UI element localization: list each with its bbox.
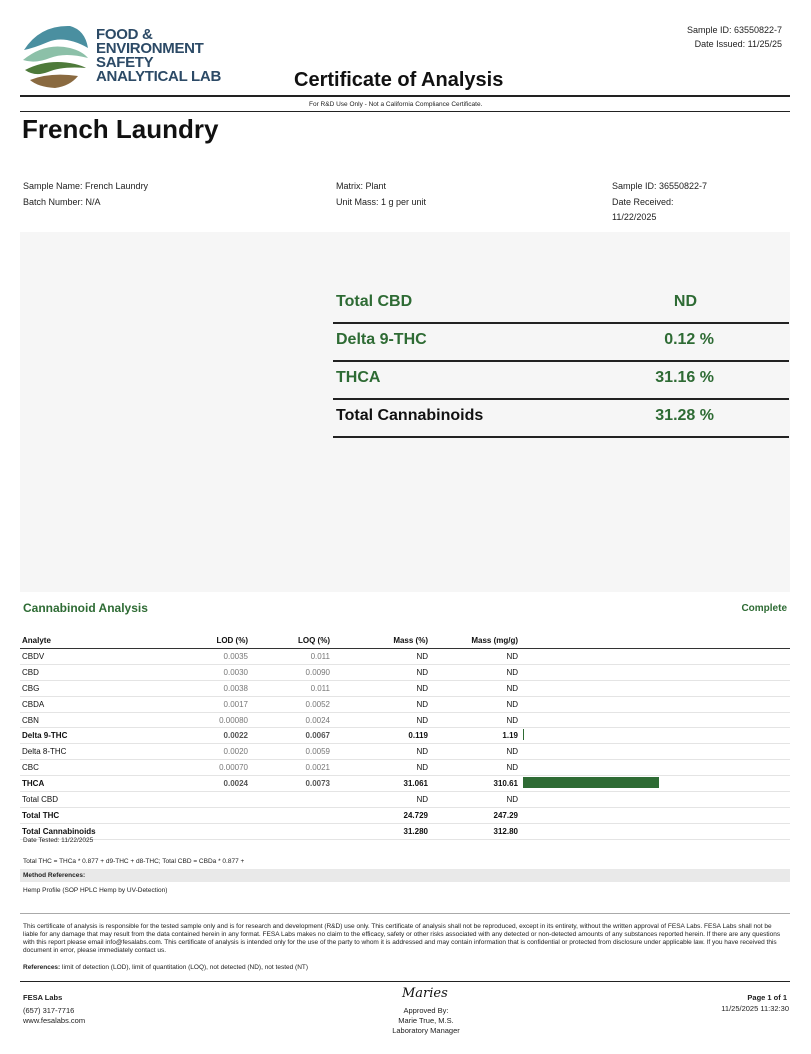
loq-cell <box>250 792 332 808</box>
table-row <box>20 744 790 760</box>
table-row <box>20 760 790 776</box>
lod-cell <box>170 792 250 808</box>
loq-cell: 0.0021 <box>250 760 332 776</box>
table-header <box>20 633 790 649</box>
loq-cell: 0.011 <box>250 680 332 696</box>
analyte-cell: CBD <box>20 664 170 680</box>
lod-cell: 0.0038 <box>170 680 250 696</box>
mass-pct-cell: ND <box>332 760 430 776</box>
approval-block <box>376 1006 476 1036</box>
references-text: limit of detection (LOD), limit of quantitation (LOQ), not detected (ND), not tested (NT) <box>62 964 309 971</box>
analyte-cell: Total CBD <box>20 792 170 808</box>
mass-pct-cell: ND <box>332 712 430 728</box>
summary-label: Delta 9-THC <box>336 331 427 348</box>
analyte-cell: Total Cannabinoids <box>20 823 170 839</box>
table-row <box>20 649 790 665</box>
analysis-status: Complete <box>741 603 787 614</box>
analyte-cell: CBDV <box>20 649 170 665</box>
table-row <box>20 712 790 728</box>
mass-mg-cell: ND <box>430 696 520 712</box>
summary-value: ND <box>673 293 697 310</box>
column-header: Mass (%) <box>332 633 430 649</box>
cannabinoid-table <box>20 633 790 840</box>
mass-mg-cell: 312.80 <box>430 823 520 839</box>
legal-text: This certificate of analysis is responsible for the tested sample only and is for research and development (R&D) use only. This certificate of analysis shall not be reproduced, except in its entirety, without the written approval of FESA Labs. FESA Labs shall not be liable for any damage that may result from the data contained herein in any format. FESA Labs makes no claim to the efficacy, safety or other risks associated with any detected or non-detected amounts of any substances reported herein. If there are any questions with this report please email info@fesalabs.com. This certificate of analysis is intended only for the use of the party to whom it is addressed and may contain information that is confidential or protected from disclosure under applicable law. If you have received this document in error, please immediately contact us. <box>23 923 781 954</box>
loq-cell: 0.0024 <box>250 712 332 728</box>
lod-cell: 0.0030 <box>170 664 250 680</box>
summary-label: Total CBD <box>336 293 413 310</box>
matrix: Matrix: Plant <box>336 181 387 191</box>
analyte-cell: Delta 9-THC <box>20 728 170 744</box>
loq-cell: 0.0059 <box>250 744 332 760</box>
loq-cell: 0.0073 <box>250 776 332 792</box>
formula: Total THC = THCa * 0.877 + d9-THC + d8-THC; Total CBD = CBDa * 0.877 + <box>23 858 245 865</box>
analyte-cell: THCA <box>20 776 170 792</box>
page-number: Page 1 of 1 <box>747 993 787 1002</box>
column-header: LOD (%) <box>170 633 250 649</box>
date-tested: Date Tested: 11/22/2025 <box>23 837 94 844</box>
lod-cell: 0.0020 <box>170 744 250 760</box>
mass-pct-cell: 31.061 <box>332 776 430 792</box>
summary-row <box>333 322 789 362</box>
loq-cell: 0.011 <box>250 649 332 665</box>
mass-mg-cell: ND <box>430 680 520 696</box>
references-label: References: <box>23 964 61 971</box>
summary-value: 31.28 % <box>655 407 714 424</box>
method-heading-band <box>20 869 790 882</box>
mass-mg-cell: ND <box>430 760 520 776</box>
summary-value: 0.12 % <box>664 331 714 348</box>
analyte-cell: CBC <box>20 760 170 776</box>
analyte-cell: CBDA <box>20 696 170 712</box>
mass-pct-cell: ND <box>332 792 430 808</box>
mass-pct-cell: ND <box>332 649 430 665</box>
mass-pct-cell: ND <box>332 680 430 696</box>
lod-cell: 0.0022 <box>170 728 250 744</box>
references <box>23 964 308 971</box>
approved-by-label: Approved By: <box>403 1006 449 1015</box>
column-header: Analyte <box>20 633 170 649</box>
mass-pct-cell: ND <box>332 744 430 760</box>
mass-pct-cell: ND <box>332 696 430 712</box>
analyte-cell: CBG <box>20 680 170 696</box>
analyte-cell: CBN <box>20 712 170 728</box>
document-title: Certificate of Analysis <box>294 69 504 91</box>
lod-cell: 0.00070 <box>170 760 250 776</box>
table-row <box>20 823 790 839</box>
table-row <box>20 680 790 696</box>
date-received: 11/22/2025 <box>612 212 657 222</box>
approver-title: Laboratory Manager <box>392 1026 460 1035</box>
lab-name: FOOD & ENVIRONMENT SAFETY ANALYTICAL LAB <box>96 26 221 85</box>
mass-mg-cell: 310.61 <box>430 776 520 792</box>
mass-pct-cell: 31.280 <box>332 823 430 839</box>
footer-timestamp: 11/25/2025 11:32:30 <box>721 1004 789 1013</box>
column-header: LOQ (%) <box>250 633 332 649</box>
summary-row <box>333 360 789 400</box>
loq-cell: 0.0052 <box>250 696 332 712</box>
mass-bar <box>523 777 659 788</box>
analyte-cell: Delta 8-THC <box>20 744 170 760</box>
mass-mg-cell: 247.29 <box>430 807 520 823</box>
mass-mg-cell: ND <box>430 744 520 760</box>
mass-mg-cell: ND <box>430 792 520 808</box>
mass-mg-cell: ND <box>430 712 520 728</box>
analyte-cell: Total THC <box>20 807 170 823</box>
header-sample-id: Sample ID: 63550822-7 <box>686 25 782 35</box>
summary-row <box>333 284 789 324</box>
loq-cell: 0.0090 <box>250 664 332 680</box>
signature: Maries <box>402 986 448 1001</box>
analysis-heading: Cannabinoid Analysis <box>23 601 148 615</box>
summary-row <box>333 398 789 438</box>
product-sample-id: Sample ID: 36550822-7 <box>612 181 708 191</box>
lod-cell: 0.0035 <box>170 649 250 665</box>
approver-name: Marie True, M.S. <box>398 1016 454 1025</box>
mass-mg-cell: ND <box>430 664 520 680</box>
lod-cell: 0.00080 <box>170 712 250 728</box>
product-name: French Laundry <box>22 114 219 144</box>
footer-phone: (657) 317-7716 <box>23 1006 75 1015</box>
lab-logo <box>20 20 90 90</box>
date-received-label: Date Received: <box>612 197 674 207</box>
lod-cell <box>170 807 250 823</box>
table-row <box>20 664 790 680</box>
header-date-issued: Date Issued: 11/25/25 <box>694 39 782 49</box>
summary-label: THCA <box>336 369 381 386</box>
lod-cell: 0.0024 <box>170 776 250 792</box>
method-heading: Method References: <box>23 872 86 879</box>
method-reference: Hemp Profile (SOP HPLC Hemp by UV-Detection) <box>23 887 168 894</box>
summary-value: 31.16 % <box>655 369 714 386</box>
table-row <box>20 807 790 823</box>
lod-cell <box>170 823 250 839</box>
mass-mg-cell: ND <box>430 649 520 665</box>
mass-bar <box>523 729 524 740</box>
summary-label: Total Cannabinoids <box>336 407 484 424</box>
mass-mg-cell: 1.19 <box>430 728 520 744</box>
column-header: Mass (mg/g) <box>430 633 520 649</box>
loq-cell <box>250 807 332 823</box>
unit-mass: Unit Mass: 1 g per unit <box>336 197 427 207</box>
table-row <box>20 776 790 792</box>
lab-logo-icon <box>20 20 90 90</box>
table-row <box>20 696 790 712</box>
loq-cell <box>250 823 332 839</box>
loq-cell: 0.0067 <box>250 728 332 744</box>
sample-name: Sample Name: French Laundry <box>23 181 149 191</box>
mass-pct-cell: ND <box>332 664 430 680</box>
disclaimer: For R&D Use Only - Not a California Compliance Certificate. <box>309 101 483 108</box>
lod-cell: 0.0017 <box>170 696 250 712</box>
table-row <box>20 728 790 744</box>
footer-company: FESA Labs <box>23 993 63 1002</box>
batch-number: Batch Number: N/A <box>23 197 101 207</box>
footer-website: www.fesalabs.com <box>23 1016 86 1025</box>
mass-pct-cell: 0.119 <box>332 728 430 744</box>
table-row <box>20 792 790 808</box>
mass-pct-cell: 24.729 <box>332 807 430 823</box>
